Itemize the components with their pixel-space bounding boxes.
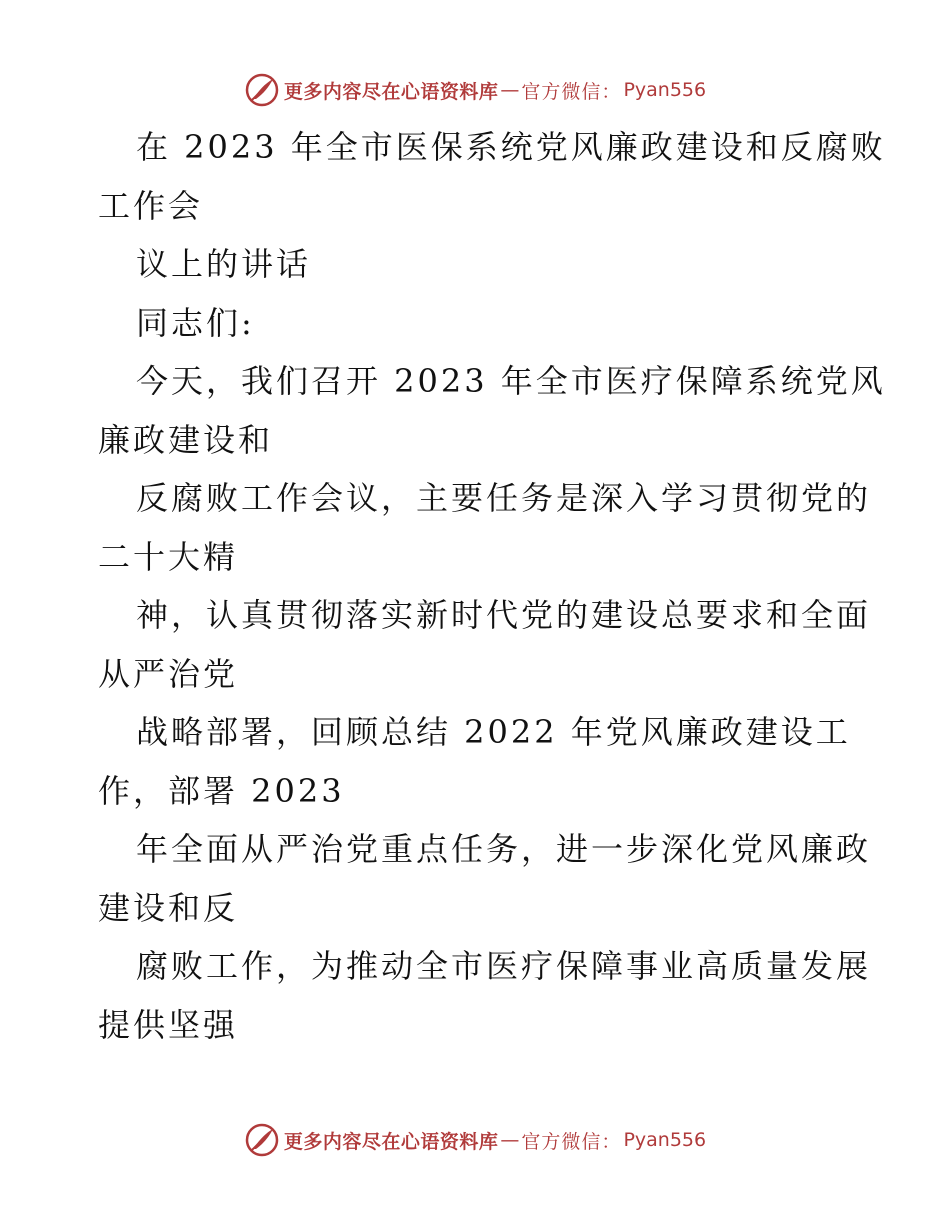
text-line: 在 2023 年全市医保系统党风廉政建设和反腐败 bbox=[136, 128, 886, 166]
watermark-site-name: 更多内容尽在心语资料库 bbox=[283, 80, 499, 103]
text-line: 今天，我们召开 2023 年全市医疗保障系统党风 bbox=[136, 362, 886, 400]
text-line: 同志们: bbox=[136, 303, 255, 342]
watermark-wechat-id: Pyan556 bbox=[623, 79, 707, 101]
text-line: 工作会 bbox=[98, 186, 204, 225]
watermark-dash: — bbox=[500, 79, 520, 101]
text-line: 二十大精 bbox=[98, 537, 239, 576]
text-line: 腐败工作，为推动全市医疗保障事业高质量发展 bbox=[136, 947, 872, 985]
text-line: 议上的讲话 bbox=[136, 245, 312, 283]
document-body bbox=[98, 118, 886, 1054]
text-line: 战略部署，回顾总结 2022 年党风廉政建设工 bbox=[136, 713, 851, 751]
text-line: 年全面从严治党重点任务，进一步深化党风廉政 bbox=[136, 830, 872, 868]
text-line: 廉政建设和 bbox=[98, 420, 274, 459]
quill-logo-icon bbox=[244, 1122, 280, 1158]
text-line: 提供坚强 bbox=[98, 1005, 239, 1044]
text-line: 从严治党 bbox=[98, 654, 239, 693]
watermark-header bbox=[0, 70, 950, 110]
watermark-site-name: 更多内容尽在心语资料库 bbox=[283, 1130, 499, 1153]
watermark-wechat-label: 官方微信： bbox=[521, 80, 622, 103]
text-line: 建设和反 bbox=[98, 888, 239, 927]
text-line: 反腐败工作会议，主要任务是深入学习贯彻党的 bbox=[136, 479, 872, 517]
text-line: 作，部署 2023 bbox=[98, 771, 345, 810]
watermark-dash: — bbox=[500, 1129, 520, 1151]
watermark-wechat-label: 官方微信： bbox=[521, 1130, 622, 1153]
text-line: 神，认真贯彻落实新时代党的建设总要求和全面 bbox=[136, 596, 872, 634]
watermark-wechat-id: Pyan556 bbox=[623, 1129, 707, 1151]
quill-logo-icon bbox=[244, 72, 280, 108]
watermark-footer bbox=[0, 1120, 950, 1160]
